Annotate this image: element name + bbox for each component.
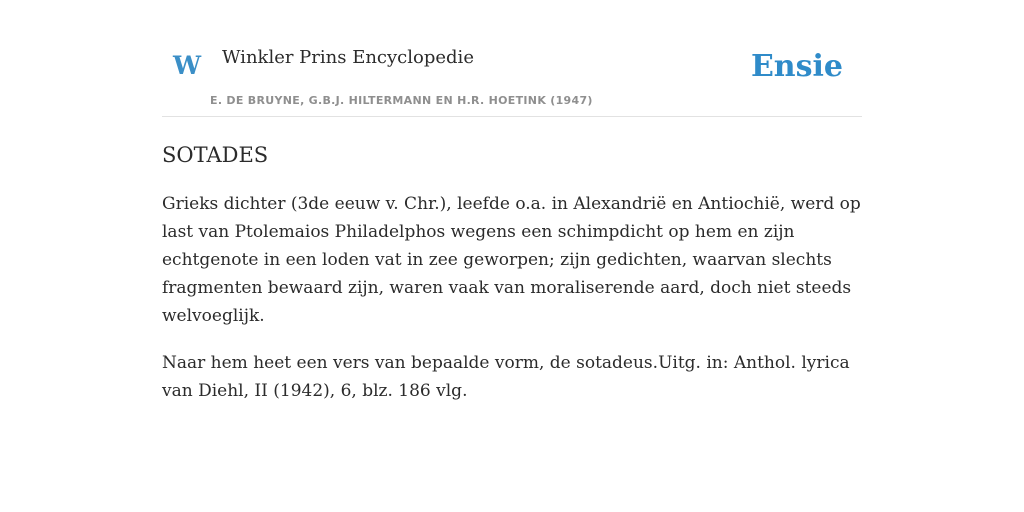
article-page (162, 0, 862, 405)
article-paragraph: Naar hem heet een vers van bepaalde vorm, de sotadeus.Uitg. in: Anthol. lyrica van Diehl, II (1942), 6, blz. 186 vlg. (162, 353, 850, 402)
source-title-link[interactable]: Winkler Prins Encyclopedie (222, 47, 474, 68)
source-header (162, 0, 862, 117)
ensie-brand-logo[interactable]: Ensie (750, 49, 843, 84)
article-paragraph: Grieks dichter (3de eeuw v. Chr.), leefde o.a. in Alexandrië en Antiochië, werd op last van Ptolemaios Philadelphos wegens een schimpdicht op hem en zijn echtgenote in een loden vat in zee geworpen; zijn gedichten, waarvan slechts fragmenten bewaard zijn, waren vaak van moraliserende aard, doch niet steeds welvoeglijk. (162, 194, 861, 327)
encyclopedia-logo[interactable]: W (173, 51, 202, 80)
article-headword: SOTADES (162, 143, 269, 167)
source-authors: E. DE BRUYNE, G.B.J. HILTERMANN EN H.R. HOETINK (1947) (210, 94, 593, 107)
